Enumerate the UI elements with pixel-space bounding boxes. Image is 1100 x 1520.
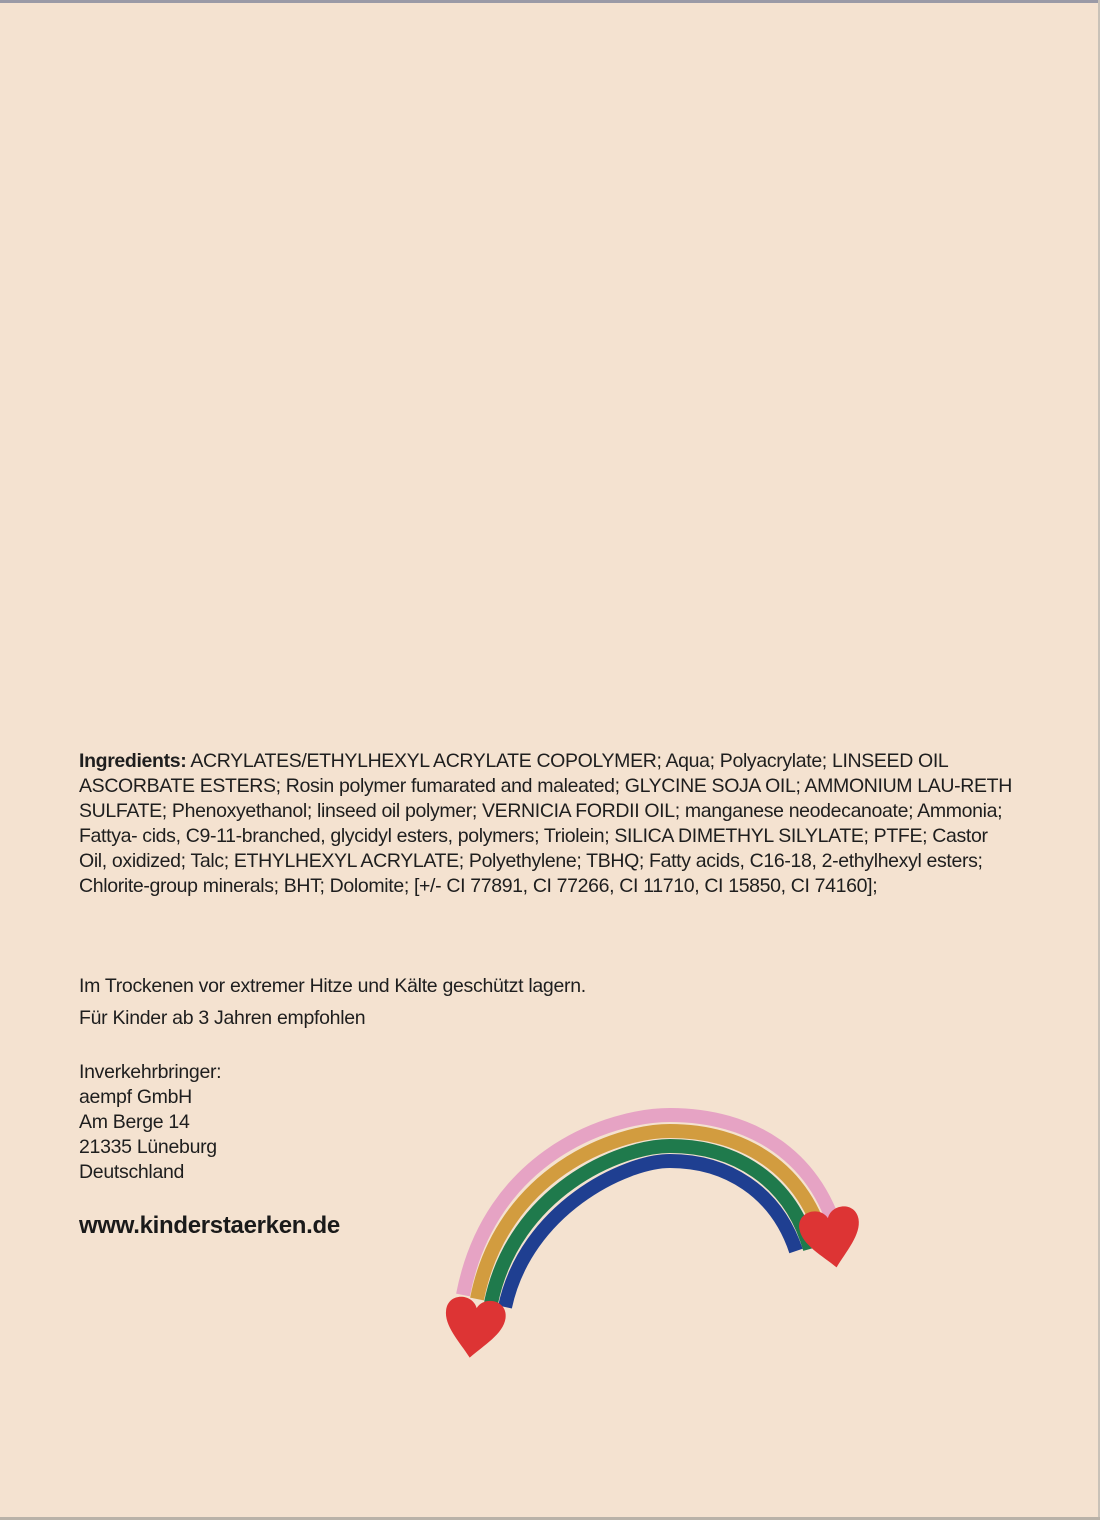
storage-instruction: Im Trockenen vor extremer Hitze und Kälte geschützt lagern. <box>79 975 586 997</box>
ingredients-text: ACRYLATES/ETHYLHEXYL ACRYLATE COPOLYMER; Aqua; Polyacrylate; LINSEED OIL ASCORBATE ESTERS; Rosin polymer fumarated and maleated; GLYCINE SOJA OIL; AMMONIUM LAU-RETH SULFATE; Phenoxyethanol; linseed oil polymer; VERNICIA FORDII OIL; manganese neodecanoate; Ammonia; Fattya- cids, C9-11-branched, glycidyl esters, polymers; Triolein; SILICA DIMETHYL SILYLATE; PTFE; Castor Oil, oxidized; Talc; ETHYLHEXYL ACRYLATE; Polyethylene; TBHQ; Fatty acids, C16-18, 2-ethylhexyl esters; Chlorite-group minerals; BHT; Dolomite; [+/- CI 77891, CI 77266, CI 11710, CI 15850, CI 74160]; <box>79 750 1012 897</box>
address-country: Deutschland <box>79 1161 185 1183</box>
address-heading: Inverkehrbringer: <box>79 1061 222 1083</box>
ingredients-label: Ingredients: <box>79 750 187 772</box>
storage-notes <box>79 970 979 1034</box>
page-top-border <box>0 0 1100 3</box>
address-city: 21335 Lüneburg <box>79 1136 217 1158</box>
ingredients-paragraph <box>79 749 1019 899</box>
address-street: Am Berge 14 <box>79 1111 190 1133</box>
heart-left-icon <box>440 1295 508 1362</box>
address-company: aempf GmbH <box>79 1086 192 1108</box>
age-recommendation: Für Kinder ab 3 Jahren empfohlen <box>79 1007 366 1029</box>
rainbow-icon <box>430 1095 880 1365</box>
website-url: www.kinderstaerken.de <box>79 1212 340 1239</box>
heart-right-icon <box>797 1204 866 1273</box>
distributor-address <box>79 1060 479 1185</box>
